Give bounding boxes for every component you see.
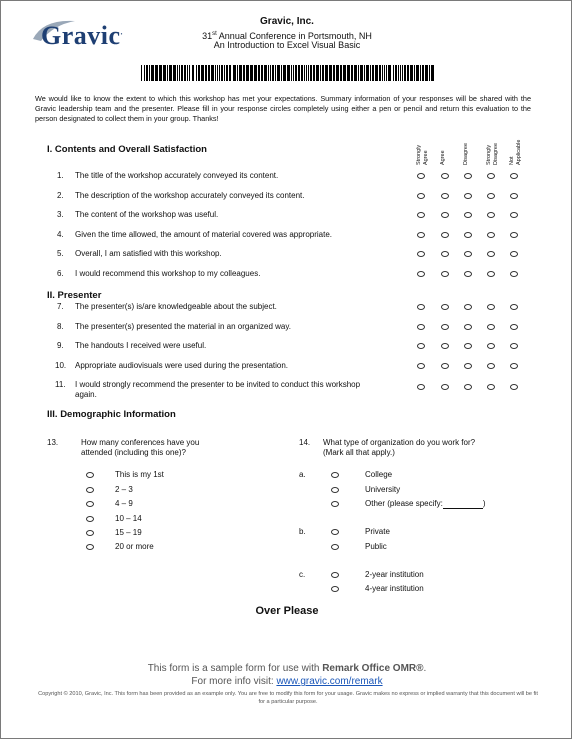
barcode-bar [404,65,406,81]
q13-option-bubble[interactable] [86,472,94,478]
rating-bubble[interactable] [441,232,449,238]
barcode-bar [291,65,292,81]
barcode-bar [372,65,374,81]
question-text: Given the time allowed, the amount of material covered was appropriate. [75,230,333,239]
q14-option-bubble[interactable] [331,586,339,592]
barcode-bar [358,65,359,81]
question-text: The content of the workshop was useful. [75,210,219,219]
q13-option-bubble[interactable] [86,530,94,536]
rating-bubble[interactable] [441,384,449,390]
rating-bubble[interactable] [464,384,472,390]
q14-option-bubble[interactable] [331,472,339,478]
question-number: 5. [57,249,64,258]
barcode-bar [429,65,430,81]
question-number: 6. [57,269,64,278]
rating-bubble[interactable] [441,173,449,179]
rating-bubble[interactable] [510,271,518,277]
q14-option-bubble[interactable] [331,487,339,493]
barcode-bar [340,65,342,81]
q13-option-label: 4 – 9 [115,499,133,508]
rating-bubble[interactable] [487,212,495,218]
rating-bubble[interactable] [417,251,425,257]
rating-bubble[interactable] [464,212,472,218]
rating-bubble[interactable] [417,212,425,218]
rating-bubble[interactable] [510,324,518,330]
barcode-bar [144,65,145,81]
barcode-bar [149,65,150,81]
barcode-bar [347,65,350,81]
q13-option-label: 2 – 3 [115,485,133,494]
rating-bubble[interactable] [417,193,425,199]
intro-paragraph: We would like to know the extent to which this workshop has met your expectations. Summary information of your responses will be shared with the Gravic leadership team and the presenter. Please fill in your response circles completely using either a pen or pencil and return this evaluation to the person designated to collect them in your group. Thanks! [35,94,531,123]
barcode-bar [298,65,300,81]
footer-more-info: For more info visit: www.gravic.com/remark [191,676,383,687]
barcode-bar [308,65,309,81]
workshop-title: An Introduction to Excel Visual Basic [213,40,361,50]
rating-bubble[interactable] [510,193,518,199]
q14-option-bubble[interactable] [331,572,339,578]
q14-option-label: College [365,470,393,479]
barcode-bar [205,65,207,81]
q14-option-bubble[interactable] [331,544,339,550]
rating-bubble[interactable] [464,271,472,277]
rating-bubble[interactable] [510,173,518,179]
barcode-bar [301,65,303,81]
question-number: 2. [57,191,64,200]
section-2-title: II. Presenter [47,290,102,301]
q13-option-bubble[interactable] [86,487,94,493]
rating-bubble[interactable] [487,363,495,369]
barcode-bar [393,65,394,81]
over-please-note: Over Please [255,605,319,617]
question-number: 9. [57,341,64,350]
rating-bubble[interactable] [487,343,495,349]
barcode-bar [261,65,263,81]
barcode-bar [179,65,180,81]
section-1-title: I. Contents and Overall Satisfaction [47,144,207,155]
barcode-bar [219,65,220,81]
barcode-bar [198,65,200,81]
rating-bubble[interactable] [417,271,425,277]
barcode-bar [386,65,387,81]
barcode-bar [329,65,332,81]
rating-bubble[interactable] [487,384,495,390]
conference-title: 31st Annual Conference in Portsmouth, NH [202,31,372,41]
question-text: The title of the workshop accurately conveyed its content. [75,171,279,180]
barcode-bar [201,65,204,81]
barcode-bar [155,65,158,81]
barcode-bar [316,65,319,81]
rating-bubble[interactable] [510,343,518,349]
footer-sample-note: This form is a sample form for use with Remark Office OMR®. [147,663,427,674]
scale-header-strongly-disagree: Strongly Disagree [486,142,499,165]
barcode-bar [229,65,231,81]
barcode-bar [146,65,148,81]
rating-bubble[interactable] [487,173,495,179]
barcode-bar [189,65,190,81]
barcode-bar [283,65,286,81]
barcode-bar [270,65,271,81]
barcode-bar [233,65,236,81]
rating-bubble[interactable] [464,304,472,310]
barcode-bar [151,65,154,81]
q14-group-label-c: c. [299,570,306,579]
scale-header-agree: Agree [440,150,446,165]
rating-bubble[interactable] [441,324,449,330]
barcode-bar [379,65,381,81]
barcode-bar [425,65,428,81]
barcode [141,65,437,81]
question-13-number: 13. [47,438,59,447]
barcode-bar [402,65,403,81]
scale-header-disagree: Disagree [463,142,469,165]
barcode-bar [398,65,399,81]
barcode-bar [237,65,238,81]
rating-bubble[interactable] [417,173,425,179]
barcode-bar [384,65,385,81]
barcode-bar [277,65,280,81]
barcode-bar [258,65,260,81]
other-specify-line[interactable] [443,500,483,509]
copyright-notice: Copyright © 2010, Gravic, Inc. This form has been provided as an example only. You are free to modify this form for your usage. Gravic makes no express or implied warranty that this document will be fit for a particular purpose. [38,691,538,705]
barcode-bar [173,65,176,81]
barcode-bar [211,65,214,81]
barcode-bar [293,65,294,81]
q14-option-label-other: Other (please specify: ) [365,499,486,508]
barcode-bar [187,65,188,81]
rating-bubble[interactable] [417,343,425,349]
barcode-bar [181,65,183,81]
question-14-number: 14. [299,438,311,447]
q14-option-label: University [365,485,401,494]
rating-bubble[interactable] [441,271,449,277]
barcode-bar [215,65,216,81]
barcode-bar [239,65,242,81]
question-number: 10. [55,361,67,370]
barcode-bar [159,65,162,81]
rating-bubble[interactable] [441,363,449,369]
company-name: Gravic, Inc. [260,16,314,27]
barcode-bar [382,65,383,81]
question-text: I would recommend this workshop to my colleagues. [75,269,261,278]
rating-bubble[interactable] [464,193,472,199]
q14-option-label: Private [365,527,390,536]
barcode-bar [354,65,357,81]
rating-bubble[interactable] [417,363,425,369]
barcode-bar [420,65,421,81]
rating-bubble[interactable] [441,212,449,218]
barcode-bar [226,65,228,81]
q14-option-label: 2-year institution [365,570,424,579]
barcode-bar [310,65,312,81]
rating-bubble[interactable] [487,304,495,310]
barcode-bar [163,65,166,81]
question-number: 11. [55,380,66,389]
rating-bubble[interactable] [487,324,495,330]
barcode-bar [375,65,378,81]
barcode-bar [264,65,267,81]
barcode-bar [169,65,172,81]
gravic-logo: Gravic. [41,21,124,50]
barcode-bar [416,65,419,81]
barcode-bar [360,65,363,81]
q14-option-bubble[interactable] [331,501,339,507]
rating-bubble[interactable] [464,324,472,330]
q14-group-label-a: a. [299,470,306,479]
rating-bubble[interactable] [441,304,449,310]
q13-option-bubble[interactable] [86,544,94,550]
rating-bubble[interactable] [417,232,425,238]
question-number: 7. [57,302,64,311]
barcode-bar [221,65,223,81]
q13-option-bubble[interactable] [86,501,94,507]
q14-option-label: Public [365,542,387,551]
barcode-bar [320,65,321,81]
rating-bubble[interactable] [510,251,518,257]
barcode-bar [431,65,434,81]
barcode-bar [336,65,339,81]
rating-bubble[interactable] [464,251,472,257]
question-14-text: What type of organization do you work for? (Mark all that apply.) [323,438,476,457]
rating-bubble[interactable] [510,384,518,390]
barcode-bar [295,65,297,81]
rating-bubble[interactable] [417,324,425,330]
barcode-bar [304,65,305,81]
barcode-bar [287,65,290,81]
q13-option-label: 20 or more [115,542,154,551]
q14-option-label: 4-year institution [365,584,424,593]
barcode-bar [246,65,249,81]
rating-bubble[interactable] [510,232,518,238]
rating-bubble[interactable] [417,384,425,390]
question-number: 1. [57,171,64,180]
barcode-bar [281,65,282,81]
question-number: 8. [57,322,64,331]
barcode-bar [306,65,307,81]
question-text: I would strongly recommend the presenter to be invited to conduct this workshop again. [75,380,361,399]
q13-option-label: This is my 1st [115,470,164,479]
remark-link[interactable]: www.gravic.com/remark [276,676,383,687]
barcode-bar [388,65,391,81]
barcode-bar [217,65,218,81]
barcode-bar [366,65,369,81]
barcode-bar [196,65,197,81]
barcode-bar [250,65,253,81]
q14-group-label-b: b. [299,527,306,536]
section-3-title: III. Demographic Information [47,409,176,420]
rating-bubble[interactable] [487,271,495,277]
barcode-bar [422,65,424,81]
question-text: Appropriate audiovisuals were used during the presentation. [75,361,289,370]
barcode-bar [370,65,371,81]
rating-bubble[interactable] [487,232,495,238]
barcode-bar [410,65,413,81]
question-text: The presenter(s) is/are knowledgeable about the subject. [75,302,277,311]
question-text: The handouts I received were useful. [75,341,207,350]
rating-bubble[interactable] [464,232,472,238]
barcode-bar [322,65,324,81]
question-text: The description of the workshop accurately conveyed its content. [75,191,305,200]
q13-option-label: 15 – 19 [115,528,142,537]
rating-bubble[interactable] [441,251,449,257]
rating-bubble[interactable] [464,363,472,369]
barcode-bar [275,65,276,81]
barcode-bar [177,65,178,81]
rating-bubble[interactable] [464,173,472,179]
rating-bubble[interactable] [487,193,495,199]
rating-bubble[interactable] [510,212,518,218]
barcode-bar [395,65,397,81]
question-number: 3. [57,210,64,219]
barcode-bar [313,65,315,81]
barcode-bar [243,65,245,81]
q13-option-label: 10 – 14 [115,514,142,523]
question-number: 4. [57,230,64,239]
scale-header-not-applicable: Not Applicable [509,139,522,165]
barcode-bar [325,65,328,81]
barcode-bar [254,65,257,81]
barcode-bar [343,65,346,81]
barcode-bar [407,65,409,81]
rating-bubble[interactable] [510,304,518,310]
rating-bubble[interactable] [510,363,518,369]
barcode-bar [400,65,401,81]
question-13-text: How many conferences have you attended (including this one)? [81,438,200,457]
barcode-bar [351,65,353,81]
barcode-bar [224,65,225,81]
barcode-bar [414,65,415,81]
barcode-bar [167,65,168,81]
barcode-bar [364,65,365,81]
barcode-bar [268,65,269,81]
question-text: Overall, I am satisfied with this workshop. [75,249,222,258]
barcode-bar [184,65,186,81]
q13-option-bubble[interactable] [86,516,94,522]
barcode-bar [208,65,210,81]
rating-bubble[interactable] [441,343,449,349]
barcode-bar [333,65,335,81]
question-text: The presenter(s) presented the material in an organized way. [75,322,291,331]
rating-bubble[interactable] [417,304,425,310]
barcode-bar [272,65,274,81]
rating-bubble[interactable] [464,343,472,349]
scale-header-strongly-agree: Strongly Agree [416,144,429,165]
rating-bubble[interactable] [487,251,495,257]
rating-bubble[interactable] [441,193,449,199]
barcode-bar [141,65,142,81]
q14-option-bubble[interactable] [331,529,339,535]
barcode-bar [192,65,194,81]
